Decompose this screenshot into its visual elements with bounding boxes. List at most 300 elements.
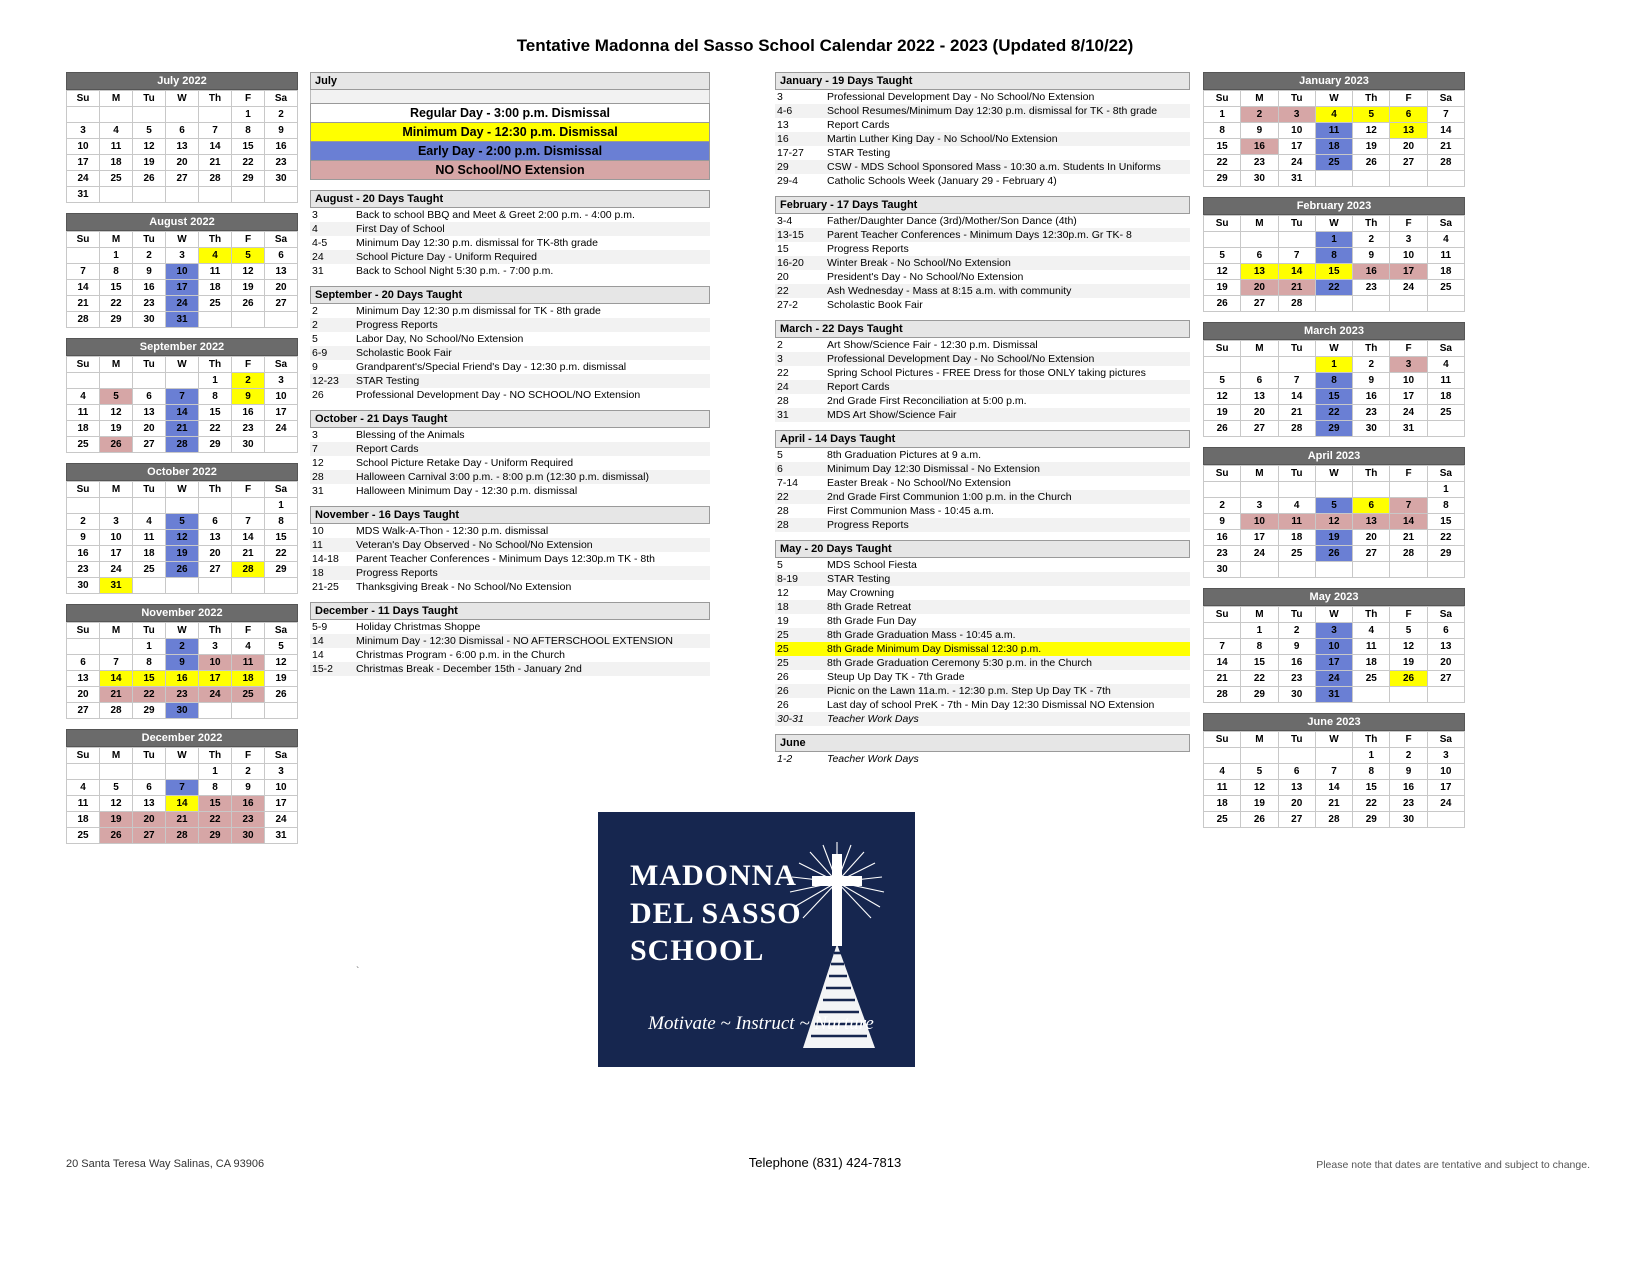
calendar-day: 15 [1204,139,1241,155]
calendar-grid [66,231,298,328]
notes-row [775,476,1190,490]
notes-description: 8th Grade Graduation Mass - 10:45 a.m. [825,628,1190,642]
calendar-day: 7 [67,264,100,280]
calendar-day: 5 [232,248,265,264]
calendar-cell-empty [1390,562,1427,578]
mini-calendar [1203,72,1465,187]
calendar-cell-empty [100,107,133,123]
calendar-day: 15 [100,280,133,296]
calendar-day: 2 [1353,357,1390,373]
calendar-day: 24 [1241,546,1278,562]
calendar-day: 16 [166,671,199,687]
calendar-grid [1203,731,1465,828]
calendar-day: 23 [1353,405,1390,421]
calendar-day: 19 [1241,796,1278,812]
notes-date: 6-9 [310,346,354,360]
calendar-day: 30 [1241,171,1278,187]
weekday-header: M [1241,732,1278,748]
weekday-header: Tu [133,623,166,639]
calendar-day: 3 [265,373,298,389]
calendar-day: 12 [100,796,133,812]
calendar-day: 6 [265,248,298,264]
notes-date: 31 [775,408,825,422]
notes-date: 12 [777,587,789,599]
notes-row [775,670,1190,684]
calendar-cell-empty [232,578,265,594]
notes-date: 14 [312,649,324,661]
weekday-header: W [166,232,199,248]
calendar-day: 19 [100,812,133,828]
notes-description: Minimum Day 12:30 p.m dismissal for TK - 8th grade [356,305,601,317]
calendar-day: 15 [1315,264,1352,280]
calendar-cell-empty [1204,748,1241,764]
calendar-cell-empty [67,107,100,123]
calendar-cell-empty [265,437,298,453]
calendar-grid [1203,90,1465,187]
notes-section-header: September - 20 Days Taught [310,286,710,304]
notes-date: 5-9 [312,621,328,633]
calendar-day: 5 [1390,623,1427,639]
calendar-day: 6 [1390,107,1427,123]
weekday-header: F [232,748,265,764]
calendar-grid [66,622,298,719]
calendar-day: 4 [1427,232,1464,248]
notes-row [310,388,710,402]
calendar-day: 29 [133,703,166,719]
calendar-day: 7 [1315,764,1352,780]
calendar-day: 8 [1241,639,1278,655]
calendar-day: 16 [1353,389,1390,405]
notes-description: First Communion Mass - 10:45 a.m. [827,505,994,517]
calendar-month-title: August 2022 [66,213,298,231]
calendar-day: 21 [1204,671,1241,687]
calendar-day: 22 [1315,405,1352,421]
weekday-header: Sa [1427,216,1464,232]
calendar-column-left [66,72,298,854]
calendar-day: 11 [100,139,133,155]
page-title: Tentative Madonna del Sasso School Calendar 2022 - 2023 (Updated 8/10/22) [516,36,1134,55]
calendar-cell-empty [199,703,232,719]
calendar-day: 22 [199,421,232,437]
calendar-month-title: November 2022 [66,604,298,622]
calendar-cell-empty [1241,482,1278,498]
calendar-cell-empty [166,187,199,203]
calendar-day: 25 [232,687,265,703]
calendar-day: 13 [199,530,232,546]
calendar-day: 1 [1241,623,1278,639]
calendar-day: 20 [1427,655,1464,671]
calendar-day: 31 [1390,421,1427,437]
notes-row [775,600,1190,614]
notes-description: Report Cards [827,119,890,131]
calendar-day: 19 [1204,280,1241,296]
calendar-day: 5 [100,780,133,796]
calendar-day: 25 [67,437,100,453]
notes-date: 5 [312,333,318,345]
notes-row [775,380,1190,394]
calendar-day: 11 [1427,373,1464,389]
notes-description: STAR Testing [827,147,891,159]
weekday-header: Tu [133,91,166,107]
calendar-day: 29 [1204,171,1241,187]
notes-row [775,270,1190,284]
weekday-header: Sa [1427,341,1464,357]
calendar-day: 4 [1315,107,1352,123]
calendar-cell-empty [1427,562,1464,578]
calendar-day: 23 [1353,280,1390,296]
notes-description: Grandparent's/Special Friend's Day - 12:30 p.m. dismissal [356,361,627,373]
calendar-day: 6 [1278,764,1315,780]
calendar-cell-empty [1390,296,1427,312]
notes-table [775,558,1190,726]
notes-description: Scholastic Book Fair [354,346,710,360]
calendar-day: 27 [199,562,232,578]
calendar-day: 17 [1315,655,1352,671]
calendar-day: 15 [265,530,298,546]
notes-table [310,304,710,402]
notes-row [310,318,710,332]
calendar-day: 22 [1315,280,1352,296]
calendar-cell-empty [1204,482,1241,498]
notes-date: 25 [775,642,825,656]
notes-row [775,656,1190,670]
calendar-day: 27 [1241,296,1278,312]
calendar-cell-empty [133,578,166,594]
calendar-cell-empty [1278,357,1315,373]
notes-description: 8th Grade Minimum Day Dismissal 12:30 p.m. [825,642,1190,656]
calendar-day: 19 [232,280,265,296]
calendar-cell-empty [1390,687,1427,703]
notes-row [775,132,1190,146]
notes-date: 28 [777,395,789,407]
notes-row [775,104,1190,118]
calendar-day: 21 [1278,405,1315,421]
calendar-day: 2 [166,639,199,655]
notes-date: 27-2 [777,299,799,311]
calendar-day: 8 [1353,764,1390,780]
notes-description: Teacher Work Days [825,712,1190,726]
calendar-day: 12 [1353,123,1390,139]
calendar-cell-empty [1241,748,1278,764]
notes-date: 13 [777,119,789,131]
notes-date: 1-2 [777,753,793,765]
notes-section [775,320,1190,422]
notes-row [775,698,1190,712]
calendar-day: 8 [133,655,166,671]
weekday-header: M [1241,91,1278,107]
calendar-day: 3 [265,764,298,780]
calendar-day: 18 [1315,139,1352,155]
calendar-day: 18 [199,280,232,296]
calendar-cell-empty [100,764,133,780]
notes-date: 3-4 [777,215,793,227]
calendar-day: 5 [133,123,166,139]
notes-description: Easter Break - No School/No Extension [827,477,1011,489]
calendar-day: 9 [1241,123,1278,139]
notes-date: 4-5 [312,237,328,249]
calendar-day: 7 [1427,107,1464,123]
weekday-header: F [232,91,265,107]
calendar-day: 12 [1204,264,1241,280]
notes-row [775,448,1190,462]
notes-row [310,580,710,594]
calendar-cell-empty [100,373,133,389]
calendar-day: 15 [133,671,166,687]
calendar-day: 4 [67,780,100,796]
calendar-day: 13 [166,139,199,155]
notes-row [775,462,1190,476]
notes-description: Progress Reports [827,243,909,255]
calendar-day: 26 [232,296,265,312]
calendar-day: 2 [1241,107,1278,123]
calendar-cell-empty [67,248,100,264]
calendar-day: 10 [265,780,298,796]
notes-row [775,684,1190,698]
calendar-day: 1 [100,248,133,264]
calendar-day: 20 [1241,405,1278,421]
calendar-day: 11 [133,530,166,546]
notes-row [310,332,710,346]
weekday-header: Tu [1278,466,1315,482]
notes-row [310,222,710,236]
notes-section-header: December - 11 Days Taught [310,602,710,620]
notes-description: 8th Graduation Pictures at 9 a.m. [827,449,982,461]
calendar-day: 29 [199,437,232,453]
calendar-day: 5 [1204,248,1241,264]
calendar-day: 15 [1315,389,1352,405]
notes-description: CSW - MDS School Sponsored Mass - 10:30 a.m. Students In Uniforms [825,160,1190,174]
notes-section [310,506,710,594]
calendar-day: 6 [67,655,100,671]
calendar-day: 28 [1427,155,1464,171]
calendar-day: 28 [1204,687,1241,703]
notes-column-right [775,72,1190,774]
notes-date: 26 [312,389,324,401]
calendar-day: 1 [1315,357,1352,373]
calendar-day: 27 [133,437,166,453]
calendar-day: 24 [1278,155,1315,171]
calendar-day: 22 [133,687,166,703]
calendar-day: 20 [1390,139,1427,155]
calendar-cell-empty [1315,171,1352,187]
notes-date: 15 [777,243,789,255]
notes-date: 29 [775,160,825,174]
calendar-day: 24 [100,562,133,578]
calendar-day: 23 [232,812,265,828]
calendar-day: 29 [1427,546,1464,562]
calendar-day: 8 [100,264,133,280]
notes-date: 28 [310,470,354,484]
calendar-cell-empty [166,498,199,514]
calendar-cell-empty [133,764,166,780]
notes-description: 2nd Grade First Reconciliation at 5:00 p.m. [827,395,1027,407]
notes-description: MDS Art Show/Science Fair [825,408,1190,422]
notes-date: 18 [775,600,825,614]
notes-description: Spring School Pictures - FREE Dress for those ONLY taking pictures [827,367,1146,379]
notes-section [775,72,1190,188]
calendar-cell-empty [1427,687,1464,703]
notes-row [775,242,1190,256]
calendar-day: 14 [1315,780,1352,796]
legend [310,72,710,180]
mini-calendar [1203,322,1465,437]
notes-description: Minimum Day 12:30 p.m. dismissal for TK-8th grade [356,237,598,249]
notes-date: 4-6 [775,104,825,118]
calendar-day: 9 [1278,639,1315,655]
weekday-header: W [1315,341,1352,357]
weekday-header: Sa [265,482,298,498]
notes-row [775,642,1190,656]
weekday-header: Tu [1278,732,1315,748]
calendar-day: 30 [232,828,265,844]
footer-phone: Telephone (831) 424-7813 [748,1155,902,1170]
notes-row [310,538,710,552]
calendar-day: 27 [1427,671,1464,687]
notes-row [310,470,710,484]
notes-date: 2 [312,305,318,317]
notes-description: Thanksgiving Break - No School/No Extension [356,581,572,593]
notes-row [310,442,710,456]
calendar-day: 3 [1278,107,1315,123]
calendar-day: 9 [232,780,265,796]
notes-description: Progress Reports [825,518,1190,532]
calendar-day: 11 [1427,248,1464,264]
notes-section-header: October - 21 Days Taught [310,410,710,428]
calendar-cell-empty [1241,357,1278,373]
calendar-day: 8 [1315,248,1352,264]
calendar-day: 26 [1353,155,1390,171]
calendar-day: 21 [1315,796,1352,812]
calendar-day: 27 [67,703,100,719]
calendar-cell-empty [67,373,100,389]
calendar-day: 6 [1353,498,1390,514]
calendar-day: 5 [166,514,199,530]
mini-calendar [1203,588,1465,703]
calendar-day: 28 [199,171,232,187]
calendar-day: 31 [67,187,100,203]
calendar-day: 25 [67,828,100,844]
calendar-day: 24 [1427,796,1464,812]
calendar-cell-empty [199,578,232,594]
weekday-header: Su [67,623,100,639]
calendar-day: 10 [1390,248,1427,264]
calendar-day: 2 [232,373,265,389]
notes-row [775,586,1190,600]
calendar-cell-empty [1390,482,1427,498]
calendar-day: 3 [1427,748,1464,764]
calendar-day: 3 [100,514,133,530]
calendar-day: 6 [1241,248,1278,264]
calendar-day: 24 [1390,405,1427,421]
calendar-day: 17 [166,280,199,296]
calendar-cell-empty [67,639,100,655]
calendar-day: 16 [67,546,100,562]
notes-date: 14-18 [312,553,339,565]
notes-description: Teacher Work Days [827,753,919,765]
weekday-header: Sa [1427,466,1464,482]
notes-date: 22 [775,490,825,504]
calendar-day: 12 [1204,389,1241,405]
notes-description: Progress Reports [354,566,710,580]
calendar-cell-empty [199,187,232,203]
notes-section-header: April - 14 Days Taught [775,430,1190,448]
calendar-day: 18 [1427,264,1464,280]
calendar-day: 13 [67,671,100,687]
calendar-day: 3 [1241,498,1278,514]
calendar-day: 4 [232,639,265,655]
calendar-day: 27 [133,828,166,844]
calendar-day: 9 [1353,373,1390,389]
notes-table [775,214,1190,312]
calendar-day: 4 [1204,764,1241,780]
calendar-day: 19 [1390,655,1427,671]
calendar-day: 19 [166,546,199,562]
calendar-day: 9 [232,389,265,405]
notes-column-left [310,72,710,684]
calendar-day: 21 [166,421,199,437]
calendar-day: 2 [232,764,265,780]
calendar-day: 17 [1278,139,1315,155]
calendar-day: 28 [67,312,100,328]
calendar-day: 16 [232,796,265,812]
weekday-header: F [232,623,265,639]
calendar-day: 7 [232,514,265,530]
notes-date: 31 [312,265,324,277]
calendar-day: 17 [265,405,298,421]
calendar-cell-empty [133,187,166,203]
calendar-day: 7 [1390,498,1427,514]
weekday-header: F [1390,91,1427,107]
calendar-day: 14 [100,671,133,687]
calendar-grid [66,90,298,203]
calendar-day: 31 [100,578,133,594]
calendar-day: 24 [1315,671,1352,687]
notes-row [310,552,710,566]
calendar-cell-empty [1353,296,1390,312]
calendar-day: 27 [1353,546,1390,562]
calendar-day: 16 [1241,139,1278,155]
weekday-header: Su [1204,466,1241,482]
weekday-header: M [100,482,133,498]
notes-row [775,366,1190,380]
notes-row [310,456,710,470]
calendar-day: 9 [1204,514,1241,530]
calendar-day: 26 [1315,546,1352,562]
calendar-day: 23 [133,296,166,312]
notes-row [775,752,1190,766]
notes-description: Catholic Schools Week (January 29 - February 4) [827,175,1057,187]
calendar-day: 20 [1353,530,1390,546]
notes-description: Scholastic Book Fair [827,299,923,311]
calendar-day: 31 [166,312,199,328]
notes-description: 2nd Grade First Communion 1:00 p.m. in the Church [825,490,1190,504]
notes-description: Halloween Carnival 3:00 p.m. - 8:00 p.m (12:30 p.m. dismissal) [354,470,710,484]
calendar-day: 22 [1427,530,1464,546]
calendar-day: 28 [1390,546,1427,562]
notes-description: Professional Development Day - No School/No Extension [825,352,1190,366]
calendar-day: 16 [1390,780,1427,796]
calendar-day: 9 [67,530,100,546]
calendar-cell-empty [100,498,133,514]
calendar-day: 21 [1427,139,1464,155]
calendar-cell-empty [166,107,199,123]
notes-date: 28 [775,518,825,532]
calendar-day: 8 [265,514,298,530]
calendar-cell-empty [1353,171,1390,187]
calendar-day: 22 [265,546,298,562]
calendar-day: 28 [1278,421,1315,437]
notes-date: 3 [775,352,825,366]
